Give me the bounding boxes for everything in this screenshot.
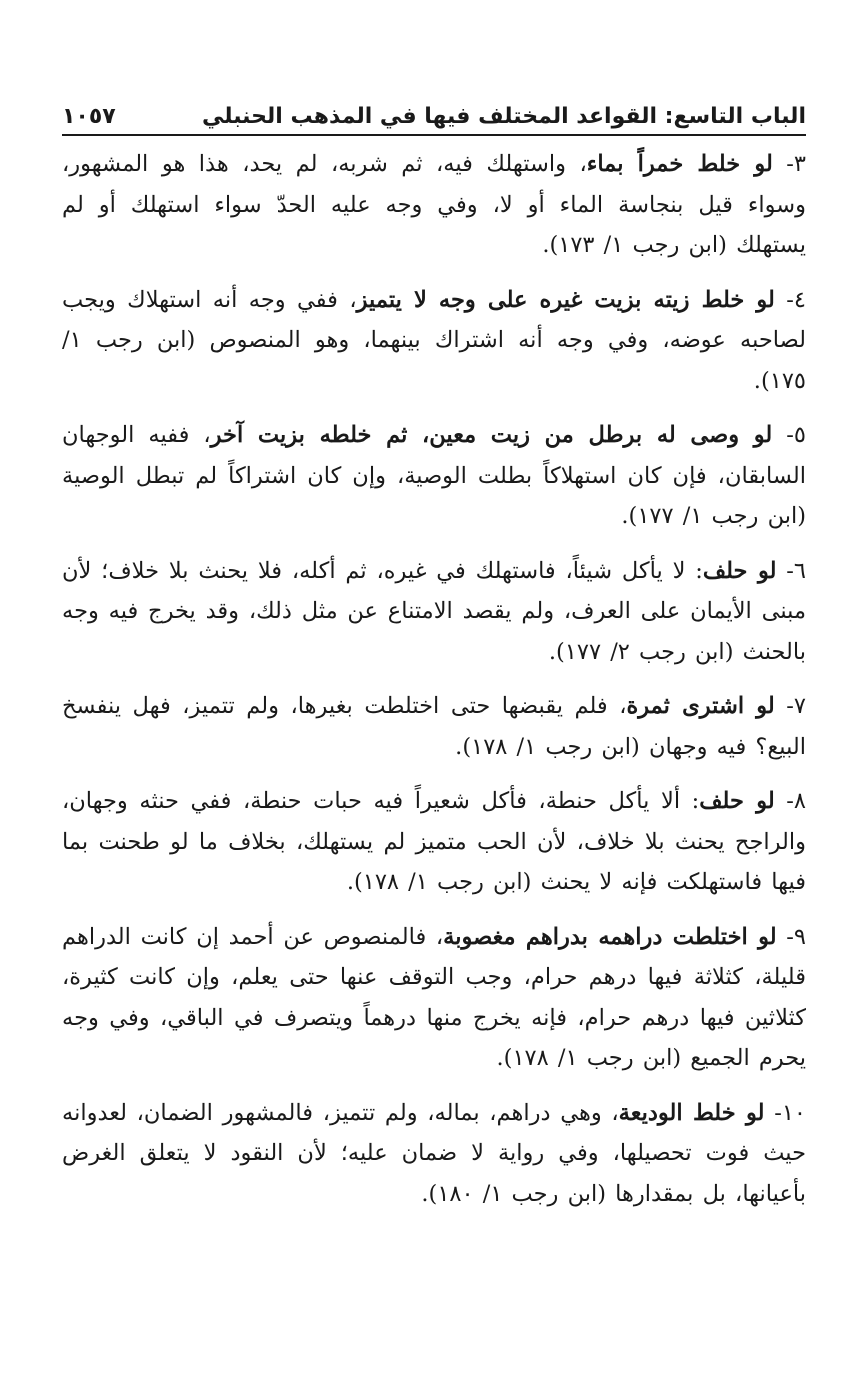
paragraph-lead: لو اشترى ثمرة	[626, 693, 775, 719]
paragraph-10	[62, 1093, 806, 1215]
paragraph-number: ٥-	[772, 422, 806, 448]
page-body	[62, 144, 806, 1214]
paragraph-5	[62, 415, 806, 537]
paragraph-text: ، ففيه الوجهان السابقان، فإن كان استهلاكاً بطلت الوصية، وإن كان اشتراكاً لم تبطل الوصية (ابن رجب ١/ ١٧٧).	[62, 422, 806, 529]
paragraph-7	[62, 686, 806, 767]
paragraph-number: ٤-	[774, 286, 806, 313]
paragraph-number: ٧-	[774, 693, 806, 719]
paragraph-lead: لو اختلطت دراهمه بدراهم مغصوبة	[443, 923, 777, 950]
paragraph-lead: لو خلط خمراً بماء	[586, 151, 773, 177]
paragraph-lead: لو حلف	[702, 557, 777, 584]
paragraph-text: ، واستهلك فيه، ثم شربه، لم يحد، هذا هو المشهور، وسواء قيل بنجاسة الماء أو لا، وفي وجه عليه الحدّ سواء استهلك أو لم يستهلك (ابن رجب ١/ ١٧٣).	[62, 151, 806, 258]
paragraph-8	[62, 781, 806, 903]
paragraph-lead: لو خلط الوديعة	[618, 1099, 765, 1126]
paragraph-text: ، ففي وجه أنه استهلاك ويجب لصاحبه عوضه، وفي وجه أنه اشتراك بينهما، وهو المنصوص (ابن رجب ١/ ١٧٥).	[62, 286, 806, 394]
paragraph-number: ١٠-	[764, 1099, 806, 1126]
paragraph-number: ٩-	[776, 923, 806, 950]
running-header	[62, 96, 806, 136]
paragraph-text: : لا يأكل شيئاً، فاستهلك في غيره، ثم أكله، فلا يحنث بلا خلاف؛ لأن مبنى الأيمان على العرف، ولم يقصد الامتناع عن مثل ذلك، وقد يخرج فيه وجه بالحنث (ابن رجب ٢/ ١٧٧).	[62, 557, 806, 665]
chapter-title: الباب التاسع: القواعد المختلف فيها في المذهب الحنبلي	[201, 104, 806, 129]
paragraph-text: ، وهي دراهم، بماله، ولم تتميز، فالمشهور الضمان، لعدوانه حيث فوت تحصيلها، وفي رواية لا ضمان عليه؛ لأن النقود لا يتعلق الغرض بأعيانها، بل بمقدارها (ابن رجب ١/ ١٨٠).	[62, 1099, 806, 1207]
paragraph-6	[62, 551, 806, 673]
paragraph-number: ٣-	[772, 151, 806, 177]
paragraph-text: ، فالمنصوص عن أحمد إن كانت الدراهم قليلة، كثلاثة فيها درهم حرام، وجب التوقف عنها حتى يعلم، وإن كانت كثيرة، كثلاثين فيها درهم حرام، فإنه يخرج منها درهماً ويتصرف في الباقي، وفي وجه يحرم الجميع (ابن رجب ١/ ١٧٨).	[62, 923, 806, 1071]
paragraph-text: ، فلم يقبضها حتى اختلطت بغيرها، ولم تتميز، فهل ينفسخ البيع؟ فيه وجهان (ابن رجب ١/ ١٧٨).	[62, 693, 806, 760]
paragraph-text: : ألا يأكل حنطة، فأكل شعيراً فيه حبات حنطة، ففي حنثه وجهان، والراجح يحنث بلا خلاف، لأن الحب متميز لم يستهلك، بخلاف ما لو طحنت بما فيها فاستهلكت فإنه لا يحنث (ابن رجب ١/ ١٧٨).	[62, 788, 806, 895]
page-number: ١٠٥٧	[62, 104, 116, 129]
paragraph-lead: لو وصى له برطل من زيت معين، ثم خلطه بزيت آخر	[210, 422, 773, 448]
paragraph-lead: لو حلف	[699, 788, 775, 814]
paragraph-9	[62, 917, 806, 1079]
paragraph-lead: لو خلط زيته بزيت غيره على وجه لا يتميز	[356, 286, 775, 313]
paragraph-number: ٦-	[776, 557, 806, 584]
paragraph-3	[62, 144, 806, 266]
paragraph-number: ٨-	[774, 788, 806, 814]
paragraph-4	[62, 280, 806, 402]
